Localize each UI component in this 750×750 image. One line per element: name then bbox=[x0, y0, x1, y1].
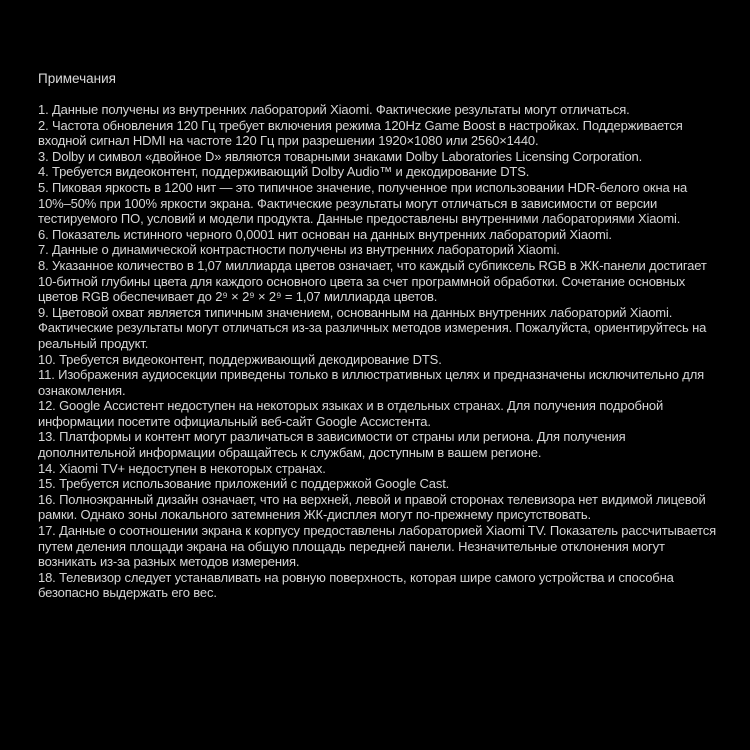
note-9: 9. Цветовой охват является типичным значением, основанным на данных внутренних лабораторий Xiaomi. Фактические результаты могут отличаться из-за различных методов измерения. Пожалуйста, ориентируйтесь на реальный продукт. bbox=[38, 304, 707, 351]
notes-heading: Примечания bbox=[38, 71, 116, 86]
note-1: 1. Данные получены из внутренних лабораторий Xiaomi. Фактические результаты могут отличаться. bbox=[38, 102, 630, 117]
note-15: 15. Требуется использование приложений с поддержкой Google Cast. bbox=[38, 476, 450, 492]
note-14: 14. Xiaomi TV+ недоступен в некоторых странах. bbox=[38, 460, 326, 476]
note-18: 18. Телевизор следует устанавливать на ровную поверхность, которая шире самого устройства и способна безопасно выдержать его вес. bbox=[38, 569, 674, 601]
note-17: 17. Данные о соотношении экрана к корпусу предоставлены лабораторией Xiaomi TV. Показатель рассчитывается путем деления площади экрана на общую площадь передней панели. Незначительные отклонения могут возникать из-за разных методов измерения. bbox=[38, 523, 716, 570]
note-4: 4. Требуется видеоконтент, поддерживающий Dolby Audio™ и декодирование DTS. bbox=[38, 164, 530, 180]
note-16: 16. Полноэкранный дизайн означает, что на верхней, левой и правой сторонах телевизора нет видимой лицевой рамки. Однако зоны локального затемнения ЖК-дисплея могут по-прежнему присутствовать. bbox=[38, 491, 706, 523]
note-8: 8. Указанное количество в 1,07 миллиарда цветов означает, что каждый субпиксель RGB в ЖК-панели достигает 10-битной глубины цвета для каждого основного цвета за счет программной обработки. Сочетание основных цветов RGB обеспечивает до 2⁹ × 2⁹ × 2⁹ = 1,07 миллиарда цветов. bbox=[38, 257, 707, 305]
note-2: 2. Частота обновления 120 Гц требует включения режима 120Hz Game Boost в настройках. Поддерживается входной сигнал HDMI на частоте 120 Гц при разрешении 1920×1080 или 2560×1440. bbox=[38, 117, 683, 149]
notes-list bbox=[38, 102, 718, 601]
note-11: 11. Изображения аудиосекции приведены только в иллюстративных целях и предназначены исключительно для ознакомления. bbox=[38, 367, 705, 398]
note-3: 3. Dolby и символ «двойное D» являются товарными знаками Dolby Laboratories Licensing Corporation. bbox=[38, 148, 643, 164]
note-10: 10. Требуется видеоконтент, поддерживающий декодирование DTS. bbox=[38, 351, 442, 367]
note-6: 6. Показатель истинного черного 0,0001 нит основан на данных внутренних лабораторий Xiaomi. bbox=[38, 226, 612, 242]
note-13: 13. Платформы и контент могут различаться в зависимости от страны или региона. Для получения дополнительной информации обращайтесь к службам, доступным в вашем регионе. bbox=[38, 429, 626, 461]
footnotes-section bbox=[38, 70, 718, 601]
note-7: 7. Данные о динамической контрастности получены из внутренних лабораторий Xiaomi. bbox=[38, 242, 560, 258]
note-5: 5. Пиковая яркость в 1200 нит — это типичное значение, полученное при использовании HDR-белого окна на 10%–50% при 100% яркости экрана. Фактические результаты могут отличаться в зависимости от версии тестируемого ПО, условий и модели продукта. Данные предоставлены внутренними лабораториями Xiaomi. bbox=[38, 179, 688, 227]
note-12: 12. Google Ассистент недоступен на некоторых языках и в отдельных странах. Для получения подробной информации посетите официальный веб-сайт Google Ассистента. bbox=[38, 398, 664, 429]
